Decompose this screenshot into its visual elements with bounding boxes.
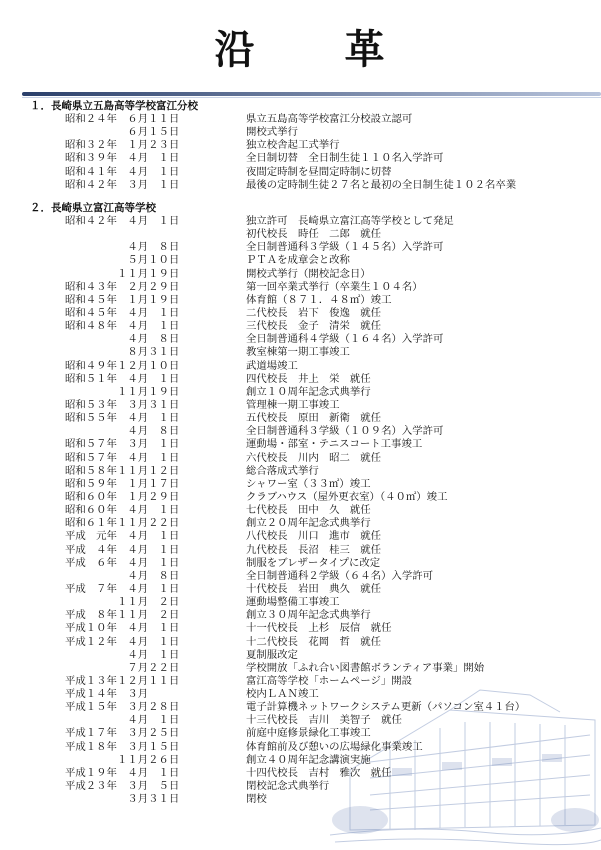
timeline-row [30,293,392,307]
section-fukue-branch [30,100,517,192]
entry-event: 十一代校長 上杉 辰信 就任 [246,622,392,635]
timeline-row [30,622,392,635]
entry-event: 全日制普通科４学級（１６４名）入学許可 [246,333,444,346]
timeline-row [30,126,298,139]
entry-event: 最後の定時制生徒２７名と最初の全日制生徒１０２名卒業 [246,178,517,191]
entry-event: 第一回卒業式挙行（卒業生１０４名） [246,280,423,293]
entry-date: 昭和４８年 ４月 １日 [65,320,180,333]
timeline-row [30,451,382,465]
entry-date: 昭和４２年 ３月 １日 [65,178,180,191]
entry-event: 十二代校長 花岡 哲 就任 [246,635,382,648]
entry-event: 八代校長 川口 進市 就任 [246,530,382,543]
section-heading: ２．長崎県立富江高等学校 [30,202,156,214]
timeline-row [30,596,340,609]
timeline-row [30,490,448,504]
entry-event: 全日制普通科２学級（６４名）入学許可 [246,569,434,582]
timeline-row [30,661,485,675]
entry-date: １１月１９日 [65,267,180,280]
entry-date: 平成 元年 ４月 １日 [65,530,180,543]
entry-date: 昭和４３年 ２月２９日 [65,280,180,293]
entry-date: １１月１９日 [65,385,180,398]
entry-event: シャワー室（３３㎡）竣工 [246,477,371,490]
entry-date: ４月 １日 [65,648,180,661]
timeline-row [30,688,319,701]
timeline-row [30,412,382,425]
timeline-row [30,793,267,806]
timeline-row [30,425,444,438]
entry-event: 五代校長 原田 新衛 就任 [246,412,382,425]
entry-date: 昭和５５年 ４月 １日 [65,412,180,425]
entry-event: 開校式挙行 [246,126,298,139]
timeline-row [30,609,371,622]
entry-date: 昭和４９年１２月１０日 [65,359,180,372]
timeline-row [30,113,413,126]
entry-event: 開校式挙行（開校記念日） [246,267,371,280]
entry-date: 平成１２年 ４月 １日 [65,635,180,648]
entry-event: 前庭中庭修景緑化工事竣工 [246,727,371,740]
timeline-row [30,359,298,373]
entry-event: 独立校舎起工式挙行 [246,139,340,152]
timeline-row [30,530,382,543]
timeline-row [30,543,382,557]
entry-date: 平成１０年 ４月 １日 [65,622,180,635]
timeline-row [30,152,444,165]
entry-event: 九代校長 長沼 桂三 就任 [246,543,382,556]
timeline-row [30,569,434,583]
entry-date: ３月３１日 [65,793,180,806]
timeline-row [30,215,454,228]
timeline-row [30,635,382,649]
entry-date: ７月２２日 [65,661,180,674]
timeline-row [30,740,423,754]
entry-date: 平成１５年 ３月２８日 [65,701,180,714]
entry-event: 十四代校長 吉村 雅次 就任 [246,766,392,779]
entry-date: 昭和４１年 ４月 １日 [65,165,180,178]
entry-event: 全日制切替 全日制生徒１１０名入学許可 [246,152,444,165]
timeline-row [30,267,371,281]
entry-date: 昭和５９年 １月１７日 [65,477,180,490]
timeline-row [30,320,382,333]
timeline-row [30,780,330,793]
timeline-row [30,504,371,517]
entry-date: ４月 ８日 [65,425,180,438]
entry-event: 管理棟一期工事竣工 [246,398,340,411]
entry-event: 独立許可 長崎県立富江高等学校として発足 [246,215,454,227]
entry-date: 昭和６０年 ４月 １日 [65,504,180,517]
timeline-row [30,582,382,596]
entry-event: 十三代校長 吉川 美智子 就任 [246,714,402,727]
entry-event: 総合落成式挙行 [246,464,319,477]
entry-event: クラブハウス（屋外更衣室）（４０㎡）竣工 [246,490,448,503]
entry-date: 平成１３年１２月１１日 [65,674,180,687]
entry-event: 武道場竣工 [246,359,298,372]
timeline-row [30,753,371,767]
entry-date: 昭和５３年 ３月３１日 [65,398,180,411]
entry-event: 閉校 [246,793,267,806]
entry-event: 十代校長 岩田 典久 就任 [246,582,382,595]
entry-date: 平成１８年 ３月１５日 [65,740,180,753]
timeline-row [30,556,381,570]
entry-event: 創立１０周年記念式典挙行 [246,385,371,398]
entry-event: 電子計算機ネットワークシステム更新（パソコン室４１台） [246,701,526,714]
timeline-row [30,727,371,740]
entry-event: 制服をブレザータイプに改定 [246,556,381,569]
entry-date: 昭和４２年 ４月 １日 [65,215,180,227]
entry-date: 昭和５８年１１月１２日 [65,464,180,477]
timeline-row [30,674,413,688]
entry-event: 創立３０周年記念式典挙行 [246,609,371,622]
entry-event: ＰＴＡを成章会と改称 [246,254,350,267]
timeline-row [30,228,382,241]
timeline-row [30,280,423,294]
entry-date: ４月 ８日 [65,241,180,254]
timeline-row [30,241,444,254]
timeline-row [30,648,298,662]
entry-date: 昭和６０年 １月２９日 [65,490,180,503]
entry-date: 平成 ８年１１月 ２日 [65,609,180,622]
timeline-row [30,385,371,399]
entry-date: ６月１５日 [65,126,180,139]
section-fukue-high-school [30,202,526,806]
entry-event: 全日制普通科３学級（１４５名）入学許可 [246,241,444,254]
entry-event: 初代校長 時任 二郎 就任 [246,228,382,241]
entry-event: 四代校長 井上 栄 就任 [246,372,371,385]
timeline-row [30,464,319,478]
timeline-row [30,701,526,714]
entry-date: 昭和５７年 ４月 １日 [65,451,180,464]
timeline-row [30,139,340,152]
entry-event: 閉校記念式典挙行 [246,780,330,793]
title-char-1: 沿 [214,27,257,73]
entry-event: 三代校長 金子 清栄 就任 [246,320,382,333]
entry-date: ４月 ８日 [65,333,180,346]
entry-event: 全日制普通科３学級（１０９名）入学許可 [246,425,444,438]
entry-date: 昭和６１年１１月２２日 [65,517,180,530]
header-rule [22,92,601,96]
entry-date: ５月１０日 [65,254,180,267]
entry-date: 平成 ６年 ４月 １日 [65,556,180,569]
timeline-row [30,306,382,320]
entry-date: 昭和５１年 ４月 １日 [65,372,180,385]
entry-event: 県立五島高等学校富江分校設立認可 [246,113,413,125]
entry-event: 創立２０周年記念式典挙行 [246,517,371,530]
entry-date: 昭和３２年 １月２３日 [65,139,180,152]
entry-date: 昭和４５年 １月１９日 [65,293,180,306]
entry-event: 教室棟第一期工事竣工 [246,346,350,359]
timeline-row [30,714,402,727]
entry-date: 昭和４５年 ４月 １日 [65,306,180,319]
entry-event: 校内ＬＡＮ竣工 [246,688,319,701]
entry-date: 平成 ４年 ４月 １日 [65,543,180,556]
timeline-row [30,766,392,780]
timeline-row [30,165,392,179]
entry-date: 平成１７年 ３月２５日 [65,727,180,740]
entry-event: 夏制服改定 [246,648,298,661]
timeline-row [30,254,350,267]
timeline-row [30,372,371,386]
timeline-row [30,333,444,346]
entry-date: 昭和２４年 ６月１１日 [65,113,180,125]
entry-event: 七代校長 田中 久 就任 [246,504,371,517]
entry-event: 学校開放「ふれ合い図書館ボランティア事業」開始 [246,661,485,674]
entry-event: 富江高等学校「ホームページ」開設 [246,674,413,687]
title-char-2: 革 [344,27,387,73]
page-title [0,18,601,75]
timeline-row [30,517,371,530]
section-heading: １．長崎県立五島高等学校富江分校 [30,100,198,112]
entry-date: 平成１４年 ３月 [65,688,149,701]
entry-date: ４月 １日 [65,714,180,727]
timeline-row [30,178,517,192]
timeline-row [30,477,371,491]
entry-date: 平成２３年 ３月 ５日 [65,780,180,793]
timeline-row [30,346,350,359]
entry-date: １１月 ２日 [65,596,180,609]
entry-date: 平成１９年 ４月 １日 [65,766,180,779]
entry-event: 二代校長 岩下 俊逸 就任 [246,306,382,319]
entry-event: 運動場・部室・テニスコート工事竣工 [246,438,423,451]
entry-date: 昭和５７年 ３月 １日 [65,438,180,451]
entry-event: 体育館（８７１．４８㎡）竣工 [246,293,392,306]
timeline-row [30,438,423,451]
entry-event: 夜間定時制を昼間定時制に切替 [246,165,392,178]
entry-date: 平成 ７年 ４月 １日 [65,582,180,595]
entry-date: 昭和３９年 ４月 １日 [65,152,180,165]
entry-event: 六代校長 川内 昭二 就任 [246,451,382,464]
entry-event: 運動場整備工事竣工 [246,596,340,609]
entry-date: ８月３１日 [65,346,180,359]
header-rule-thin [22,97,601,98]
entry-event: 創立４０周年記念講演実施 [246,753,371,766]
entry-date: １１月２６日 [65,753,180,766]
timeline-row [30,398,340,412]
entry-event: 体育館前及び憩いの広場緑化事業竣工 [246,740,423,753]
entry-date: ４月 ８日 [65,569,180,582]
